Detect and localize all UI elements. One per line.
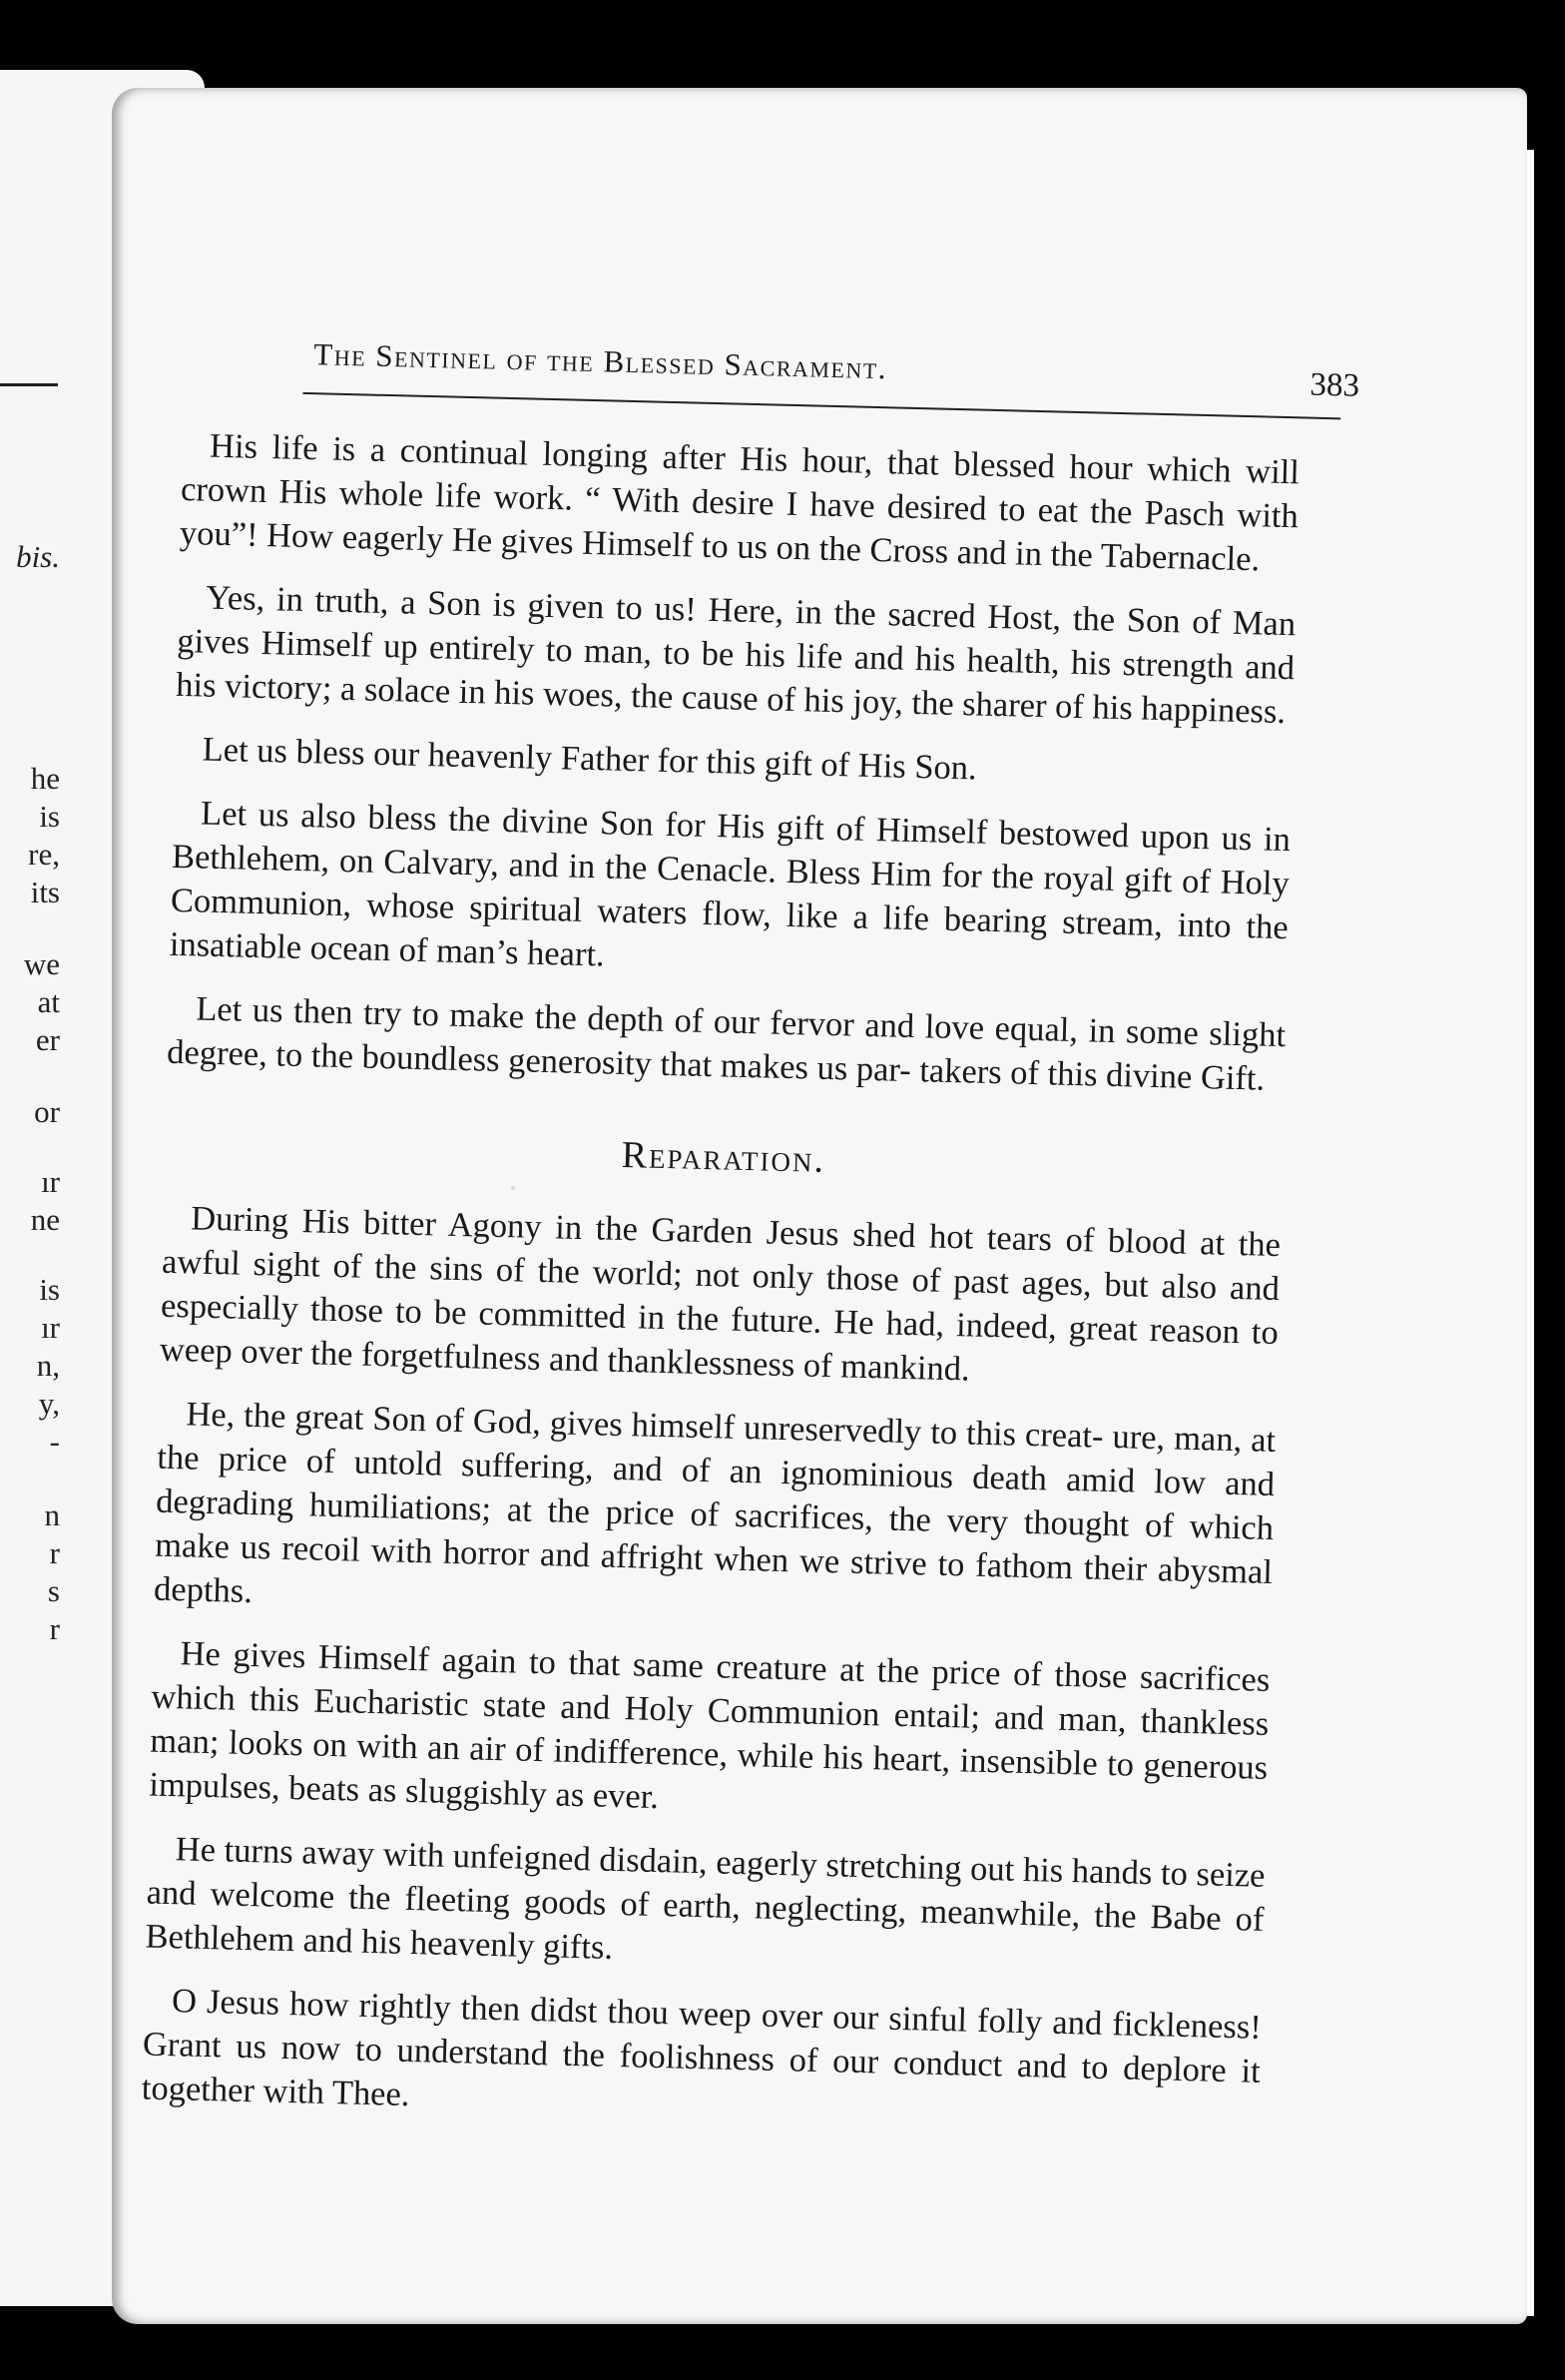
paragraph: Yes, in truth, a Son is given to us! Here, in the sacred Host, the Son of Man gives Himself up entirely to man, to be his life and his health, his strength and his victory; a solace in his woes, the cause of his joy, the sharer of his happiness.: [175, 578, 1297, 732]
paragraph: During His bitter Agony in the Garden Jesus shed hot tears of blood at the awful sight of the sins of the world; not only those of past ages, but also and especially those to be committed in the future. He had, indeed, great reason to weep over the forgetfulness and thanklessness of mankind.: [159, 1199, 1282, 1389]
paragraph: Let us bless our heavenly Father for this gift of His Son.: [202, 730, 978, 788]
body-text: [141, 423, 1329, 2138]
facing-page-fragment: is: [39, 799, 60, 834]
facing-page-fragment: n,: [36, 1348, 60, 1383]
facing-page-fragment: r: [49, 1535, 60, 1570]
facing-page-fragment: s: [47, 1573, 60, 1608]
paragraph: He gives Himself again to that same creature at the price of those sacrifices which this Eucharistic state and Holy Communion entail; and man, thankless man; looks on with an air of indifference, while his heart, insensible to generous impulses, beats as sluggishly as ever.: [148, 1634, 1271, 1817]
facing-page-fragment: er: [35, 1022, 60, 1057]
facing-page-fragment: ır: [41, 1310, 60, 1345]
page-number: 383: [1309, 366, 1360, 404]
facing-page-fragment: is: [39, 1272, 60, 1307]
paragraph: He, the great Son of God, gives himself unreservedly to this creat- ure, man, at the price of untold suffering, and of an ignominious death amid low and degrading humiliations; at the price of sacrifices, the very thought of which make us recoil with horror and affright when we strive to fathom their abysmal depths.: [153, 1395, 1277, 1611]
running-title: The Sentinel of the Blessed Sacrament.: [313, 336, 888, 386]
facing-page-fragment: n: [44, 1497, 60, 1532]
facing-page-fragment: its: [30, 875, 60, 909]
paragraph: Let us then try to make the depth of our fervor and love equal, in some slight degree, to the boundless generosity that makes us par- takers of this divine Gift.: [166, 989, 1287, 1098]
facing-page-fragment: bis.: [16, 539, 60, 574]
paragraph: He turns away with unfeigned disdain, eagerly stretching out his hands to seize and welcome the fleeting goods of earth, neglecting, meanwhile, the Babe of Bethlehem and his heavenly gifts.: [145, 1830, 1266, 1967]
facing-page-fragment: we: [23, 946, 60, 981]
facing-page-fragment: ır: [41, 1164, 60, 1199]
facing-page-fragment: -: [49, 1424, 60, 1459]
facing-page-fragment: y,: [38, 1386, 60, 1421]
facing-page-fragment: re,: [28, 837, 60, 872]
facing-page-fragment: at: [37, 984, 60, 1019]
facing-page-rule: [0, 383, 58, 386]
facing-page-fragment: ne: [30, 1202, 60, 1237]
facing-page-fragment: he: [30, 761, 60, 796]
page-content: [141, 329, 1360, 2158]
facing-page-fragment: r: [49, 1611, 60, 1646]
facing-page-fragment: or: [34, 1094, 60, 1129]
paragraph: His life is a continual longing after His hour, that blessed hour which will crown His whole life work. “ With desire I have desired to eat the Pasch with you”! How eagerly He gives Himself to us on the Cross and in the Tabernacle.: [179, 426, 1301, 579]
section-heading: Reparation.: [621, 1133, 826, 1181]
paragraph: O Jesus how rightly then didst thou weep over our sinful folly and fickleness! Grant us now to understand the foolishness of our conduct and to deplore it together with Thee.: [141, 1982, 1263, 2114]
paragraph: Let us also bless the divine Son for His gift of Himself bestowed upon us in Bethlehem, on Calvary, and in the Cenacle. Bless Him for the royal gift of Holy Communion, whose spiritual waters flow, like a life bearing stream, into the insatiable ocean of man’s heart.: [169, 794, 1292, 974]
